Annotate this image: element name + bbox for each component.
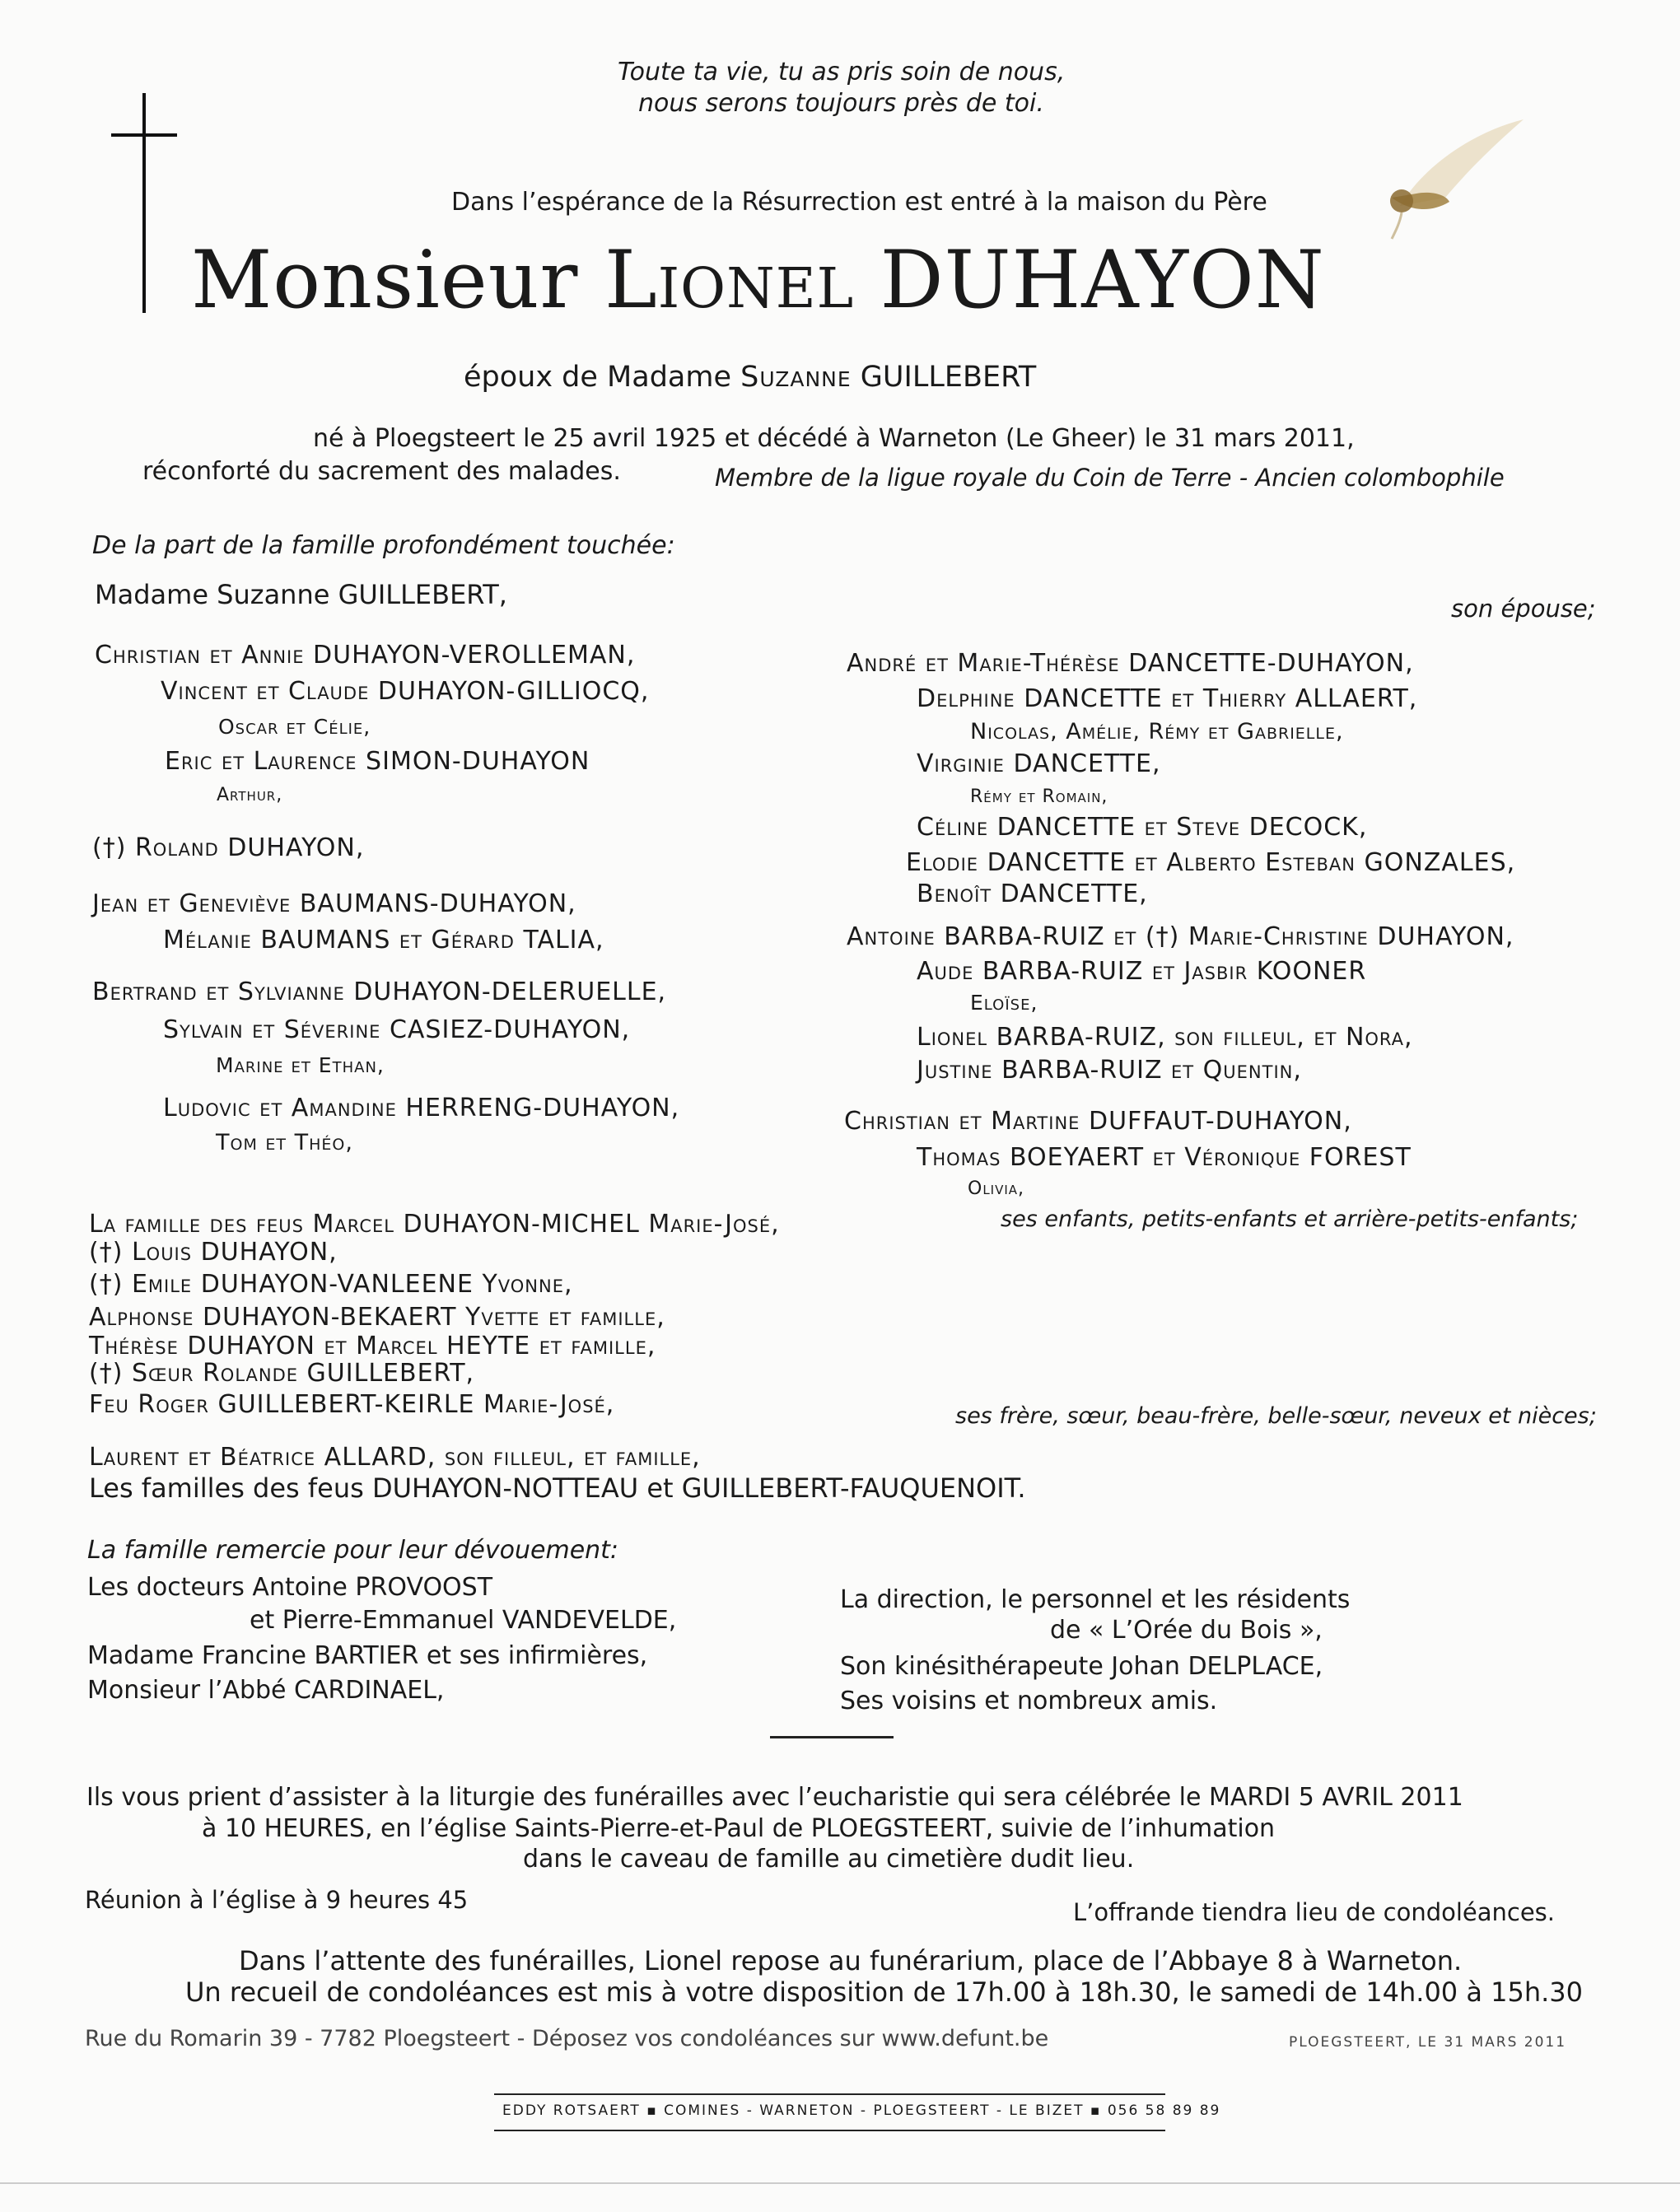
siblings-role: ses frère, sœur, beau-frère, belle-sœur, neveux et nièces; xyxy=(955,1403,1597,1429)
list-item: Rémy et Romain, xyxy=(970,786,1108,807)
cross-icon xyxy=(142,93,146,313)
list-item: Virginie DANCETTE, xyxy=(917,749,1161,778)
funeral-line: dans le caveau de famille au cimetière dudit lieu. xyxy=(523,1845,1135,1874)
thanks-item: La direction, le personnel et les résidents xyxy=(840,1585,1351,1614)
list-item: Thérèse DUHAYON et Marcel HEYTE et famille, xyxy=(89,1332,656,1360)
footer-rule xyxy=(494,2093,1165,2095)
list-item: Christian et Annie DUHAYON-VEROLLEMAN, xyxy=(95,641,636,670)
list-item: Oscar et Célie, xyxy=(218,715,371,739)
funerarium-line: Dans l’attente des funérailles, Lionel repose au funérarium, place de l’Abbaye 8 à Warneton. xyxy=(239,1945,1463,1976)
spouse-entry: Madame Suzanne GUILLEBERT, xyxy=(95,579,507,610)
list-item: Vincent et Claude DUHAYON-GILLIOCQ, xyxy=(161,677,650,706)
thanks-item: de « L’Orée du Bois », xyxy=(1050,1616,1323,1645)
meeting-line: Réunion à l’église à 9 heures 45 xyxy=(85,1886,469,1914)
spouse-role: son épouse; xyxy=(1451,595,1596,623)
list-item: Feu Roger GUILLEBERT-KEIRLE Marie-José, xyxy=(89,1390,615,1419)
list-item: Alphonse DUHAYON-BEKAERT Yvette et famille, xyxy=(89,1303,665,1332)
list-item: Aude BARBA-RUIZ et Jasbir KOONER xyxy=(917,957,1367,986)
list-item: Antoine BARBA-RUIZ et (†) Marie-Christine DUHAYON, xyxy=(847,922,1514,951)
list-item: Tom et Théo, xyxy=(216,1130,353,1155)
deceased-last-name: DUHAYON xyxy=(880,234,1325,326)
offering-line: L’offrande tiendra lieu de condoléances. xyxy=(1073,1898,1556,1926)
list-item: Eric et Laurence SIMON-DUHAYON xyxy=(165,747,590,776)
thanks-item: Son kinésithérapeute Johan DELPLACE, xyxy=(840,1652,1323,1681)
deceased-title: Monsieur xyxy=(191,234,579,326)
list-item: Mélanie BAUMANS et Gérard TALIA, xyxy=(163,926,604,954)
list-item: Justine BARBA-RUIZ et Quentin, xyxy=(917,1056,1302,1085)
list-item: Arthur, xyxy=(217,785,283,805)
list-item: (†) Sœur Rolande GUILLEBERT, xyxy=(89,1359,475,1388)
deceased-name xyxy=(191,234,1325,326)
spouse-prefix: époux de Madame xyxy=(464,361,731,394)
children-role: ses enfants, petits-enfants et arrière-petits-enfants; xyxy=(1001,1206,1579,1232)
funerarium-line: Un recueil de condoléances est mis à votre disposition de 17h.00 à 18h.30, le samedi de 14h.00 à 15h.30 xyxy=(185,1976,1583,2008)
undertaker-line: EDDY ROTSAERT ▪ COMINES - WARNETON - PLOEGSTEERT - LE BIZET ▪ 056 58 89 89 xyxy=(502,2102,1221,2119)
separator xyxy=(770,1736,894,1738)
epigraph-line: nous serons toujours près de toi. xyxy=(638,89,1044,118)
place-date: PLOEGSTEERT, LE 31 MARS 2011 xyxy=(1289,2034,1567,2051)
funeral-line: Ils vous prient d’assister à la liturgie des funérailles avec l’eucharistie qui sera célébrée le MARDI 5 AVRIL 2011 xyxy=(86,1783,1463,1812)
thanks-intro: La famille remercie pour leur dévouement: xyxy=(87,1536,619,1565)
godson-line: Laurent et Béatrice ALLARD, son filleul, et famille, xyxy=(89,1443,701,1472)
spouse-last: GUILLEBERT xyxy=(860,361,1037,394)
thanks-item: et Pierre-Emmanuel VANDEVELDE, xyxy=(250,1606,677,1635)
list-item: Céline DANCETTE et Steve DECOCK, xyxy=(917,813,1368,842)
list-item: Eloïse, xyxy=(970,991,1038,1015)
list-item: Nicolas, Amélie, Rémy et Gabrielle, xyxy=(970,719,1344,744)
spouse-line xyxy=(464,361,1036,394)
list-item: Elodie DANCETTE et Alberto Esteban GONZALES, xyxy=(906,848,1516,877)
thanks-item: Madame Francine BARTIER et ses infirmières, xyxy=(87,1641,648,1670)
list-item: Lionel BARBA-RUIZ, son filleul, et Nora, xyxy=(917,1023,1413,1052)
page-edge xyxy=(0,2182,1680,2184)
spouse-first: Suzanne xyxy=(740,361,852,394)
family-intro: De la part de la famille profondément touchée: xyxy=(92,531,675,560)
list-item: Thomas BOEYAERT et Véronique FOREST xyxy=(917,1143,1412,1172)
membership: Membre de la ligue royale du Coin de Terre - Ancien colombophile xyxy=(715,464,1505,492)
list-item: (†) Louis DUHAYON, xyxy=(89,1238,338,1267)
list-item: Sylvain et Séverine CASIEZ-DUHAYON, xyxy=(163,1015,631,1044)
thanks-item: Ses voisins et nombreux amis. xyxy=(840,1687,1218,1715)
cross-icon-bar xyxy=(111,133,177,137)
footer-rule xyxy=(494,2130,1165,2131)
list-item: Ludovic et Amandine HERRENG-DUHAYON, xyxy=(163,1094,680,1122)
list-item: Marine et Ethan, xyxy=(216,1053,385,1077)
epigraph-line: Toute ta vie, tu as pris soin de nous, xyxy=(618,58,1066,86)
list-item: La famille des feus Marcel DUHAYON-MICHEL Marie-José, xyxy=(89,1210,780,1239)
birth-death: né à Ploegsteert le 25 avril 1925 et décédé à Warneton (Le Gheer) le 31 mars 2011, xyxy=(313,424,1355,453)
list-item: André et Marie-Thérèse DANCETTE-DUHAYON, xyxy=(847,649,1414,678)
intro-line: Dans l’espérance de la Résurrection est entré à la maison du Père xyxy=(451,188,1267,217)
list-item: (†) Roland DUHAYON, xyxy=(92,833,365,862)
list-item: Bertrand et Sylvianne DUHAYON-DELERUELLE, xyxy=(92,978,667,1006)
list-item: Delphine DANCETTE et Thierry ALLAERT, xyxy=(917,684,1418,713)
list-item: Christian et Martine DUFFAUT-DUHAYON, xyxy=(844,1107,1352,1136)
sacrament: réconforté du sacrement des malades. xyxy=(142,457,621,486)
list-item: Jean et Geneviève BAUMANS-DUHAYON, xyxy=(92,889,576,918)
thanks-item: Les docteurs Antoine PROVOOST xyxy=(87,1573,493,1602)
dove-icon xyxy=(1351,115,1548,247)
funeral-line: à 10 HEURES, en l’église Saints-Pierre-et-Paul de PLOEGSTEERT, suivie de l’inhumation xyxy=(202,1814,1276,1843)
list-item: Benoît DANCETTE, xyxy=(917,880,1148,908)
list-item: (†) Emile DUHAYON-VANLEENE Yvonne, xyxy=(89,1270,573,1299)
thanks-item: Monsieur l’Abbé CARDINAEL, xyxy=(87,1676,445,1705)
deceased-first-name: Lionel xyxy=(604,234,855,326)
list-item: Olivia, xyxy=(968,1178,1025,1199)
families-line: Les familles des feus DUHAYON-NOTTEAU et GUILLEBERT-FAUQUENOIT. xyxy=(89,1472,1026,1504)
address-line: Rue du Romarin 39 - 7782 Ploegsteert - Déposez vos condoléances sur www.defunt.be xyxy=(85,2026,1049,2051)
